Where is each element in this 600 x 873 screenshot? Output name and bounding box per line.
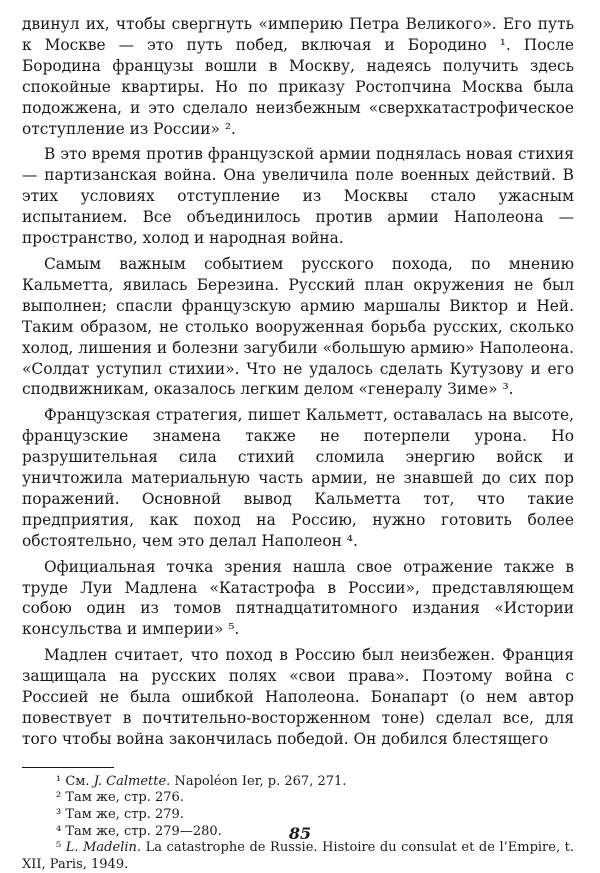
footnote-text: Там же, стр. 276. (65, 790, 184, 806)
paragraph-3: Самым важным событием русского похода, по мнению Кальметта, явилась Березина. Русский план окружения не был выполнен; спасли французскую армию маршалы Виктор и Ней. Таким образом, не столько вооруженная борьба русских, сколько холод, лишения и болезни загубили «большую армию» Наполеона. «Солдат уступил стихии». Что не удалось сделать Кутузову и его сподвижникам, оказалось легким делом «генералу Зиме» ³. (22, 254, 574, 399)
footnote-text: Там же, стр. 279—280. (65, 823, 222, 839)
footnote-marker: ³ (56, 807, 62, 822)
paragraph-6: Мадлен считает, что поход в Россию был неизбежен. Франция защищала на русских полях «свои права». Поэтому война с Россией не была ошибкой Наполеона. Бонапарт (о нем автор повествует в почтительно-восторженном тоне) сделал все, для того чтобы война закончилась победой. Он добился блестящего (22, 646, 574, 748)
footnote-1 (22, 774, 574, 791)
footnote-text: Napoléon Ier, p. 267, 271. (174, 773, 347, 789)
footnote-5 (22, 840, 574, 873)
footnote-3 (22, 807, 574, 824)
footnote-2 (22, 790, 574, 807)
footnote-marker: ⁵ (56, 840, 62, 856)
footnote-text: Там же, стр. 279. (65, 807, 184, 822)
footnote-divider (22, 767, 114, 768)
footnote-marker: ⁴ (56, 823, 62, 839)
page-number: 85 (288, 824, 312, 843)
paragraph-5: Официальная точка зрения нашла свое отражение также в труде Луи Мадлена «Катастрофа в России», представляющем собою один из томов пятнадцатитомного издания «Истории консульства и империи» ⁵. (22, 557, 574, 639)
footnote-text: La catastrophe de Russie. Histoire du consulat et de l’Empire, t. XII, Paris, 1949. (22, 840, 575, 872)
paragraph-2: В это время против французской армии поднялась новая стихия — партизанская война. Она увеличила поле военных действий. В этих условиях отступление из Москвы стало ужасным испытанием. Все объединилось против армии Наполеона — пространство, холод и народная война. (22, 145, 574, 248)
paragraph-4: Французская стратегия, пишет Кальметт, оставалась на высоте, французские знамена также не потерпели урона. Но разрушительная сила стихий сломила энергию войск и уничтожила материальную часть армии, не знавшей до сих пор поражений. Основной вывод Кальметта тот, что такие предприятия, как поход на Россию, нужно готовить более обстоятельно, чем это делал Наполеон ⁴. (22, 406, 574, 550)
footnote-author: J. Calmette. (93, 773, 171, 789)
book-page (22, 14, 574, 873)
footnote-marker: ¹ См. (56, 773, 90, 789)
paragraph-1: двинул их, чтобы свергнуть «империю Петра Великого». Его путь к Москве — это путь побед, включая и Бородино ¹. После Бородина французы вошли в Москву, надеясь получить здесь спокойные квартиры. Но по приказу Ростопчина Москва была подожжена, и это сделало неизбежным «сверхкатастрофическое отступление из России» ². (22, 15, 574, 138)
footnote-author: L. Madelin. (65, 840, 142, 856)
footnote-marker: ² (56, 790, 62, 806)
